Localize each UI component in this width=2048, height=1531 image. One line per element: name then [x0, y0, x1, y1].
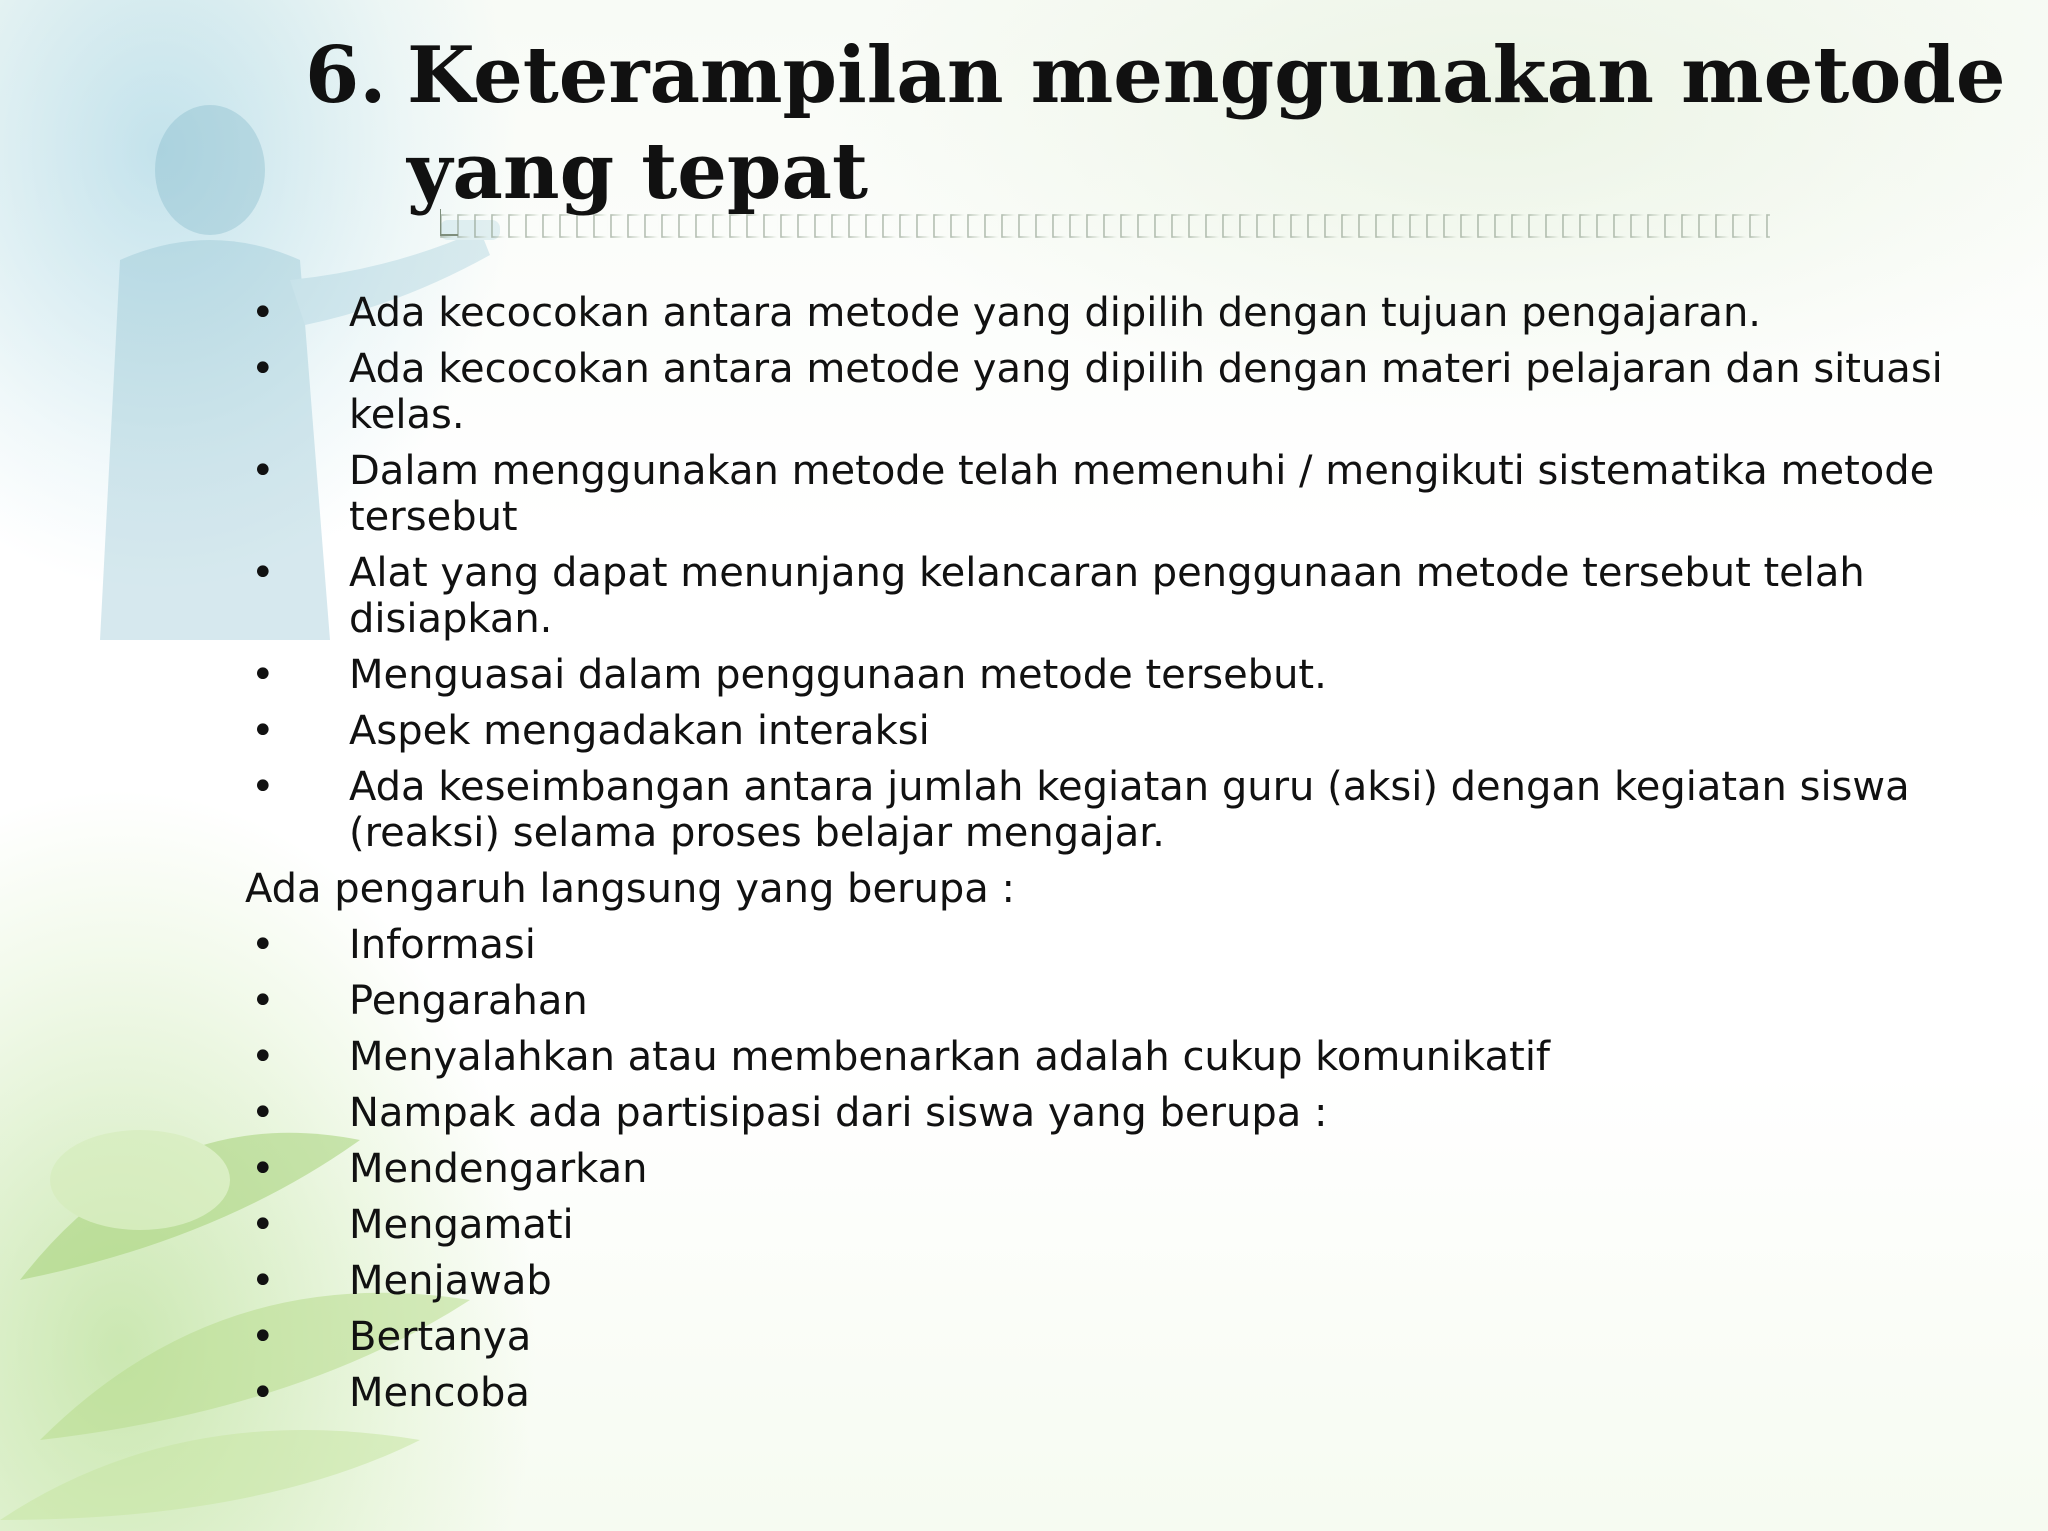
- bullet-icon: •: [251, 652, 275, 698]
- list-item: [245, 1146, 1985, 1192]
- list-item-text: Pengarahan: [349, 978, 588, 1024]
- list-item-text: Mendengarkan: [349, 1146, 648, 1192]
- list-item: [245, 1314, 1985, 1360]
- subheading: Ada pengaruh langsung yang berupa :: [245, 866, 1015, 912]
- list-item-text: Ada kecocokan antara metode yang dipilih dengan tujuan pengajaran.: [349, 290, 1762, 336]
- list-item: [245, 764, 1985, 856]
- list-item: [245, 978, 1985, 1024]
- bullet-icon: •: [251, 1370, 275, 1416]
- list-item: [245, 448, 1985, 540]
- list-item-text: Aspek mengadakan interaksi: [349, 708, 930, 754]
- list-item-text: Mencoba: [349, 1370, 530, 1416]
- list-item-text: Ada keseimbangan antara jumlah kegiatan guru (aksi) dengan kegiatan siswa (reaksi) selama proses belajar mengajar.: [349, 764, 1910, 856]
- list-item-text: Alat yang dapat menunjang kelancaran penggunaan metode tersebut telah disiapkan.: [349, 550, 1865, 642]
- influence-list: [245, 922, 1985, 1416]
- bullet-icon: •: [251, 1034, 275, 1080]
- bullet-icon: •: [251, 346, 275, 392]
- list-item: [245, 1370, 1985, 1416]
- bullet-icon: •: [251, 764, 275, 810]
- list-item-text: Bertanya: [349, 1314, 532, 1360]
- bullet-icon: •: [251, 1258, 275, 1304]
- list-item: [245, 290, 1985, 336]
- list-item-text: Menjawab: [349, 1258, 552, 1304]
- bullet-icon: •: [251, 922, 275, 968]
- list-item: [245, 1258, 1985, 1304]
- method-criteria-list: [245, 290, 1985, 856]
- bullet-icon: •: [251, 1314, 275, 1360]
- title-line-1: Keterampilan menggunakan metode: [407, 30, 2006, 121]
- bullet-icon: •: [251, 448, 275, 494]
- list-item: [245, 346, 1985, 438]
- list-item: [245, 652, 1985, 698]
- slide-body: [245, 290, 1985, 1426]
- list-item-text: Dalam menggunakan metode telah memenuhi / mengikuti sistematika metode tersebut: [349, 448, 1935, 540]
- list-item: [245, 922, 1985, 968]
- list-item-text: Informasi: [349, 922, 536, 968]
- bullet-icon: •: [251, 978, 275, 1024]
- list-item-text: Mengamati: [349, 1202, 574, 1248]
- list-item: [245, 708, 1985, 754]
- bullet-icon: •: [251, 1146, 275, 1192]
- bullet-icon: •: [251, 708, 275, 754]
- list-item-text: Menyalahkan atau membenarkan adalah cukup komunikatif: [349, 1034, 1551, 1080]
- list-item: [245, 1202, 1985, 1248]
- list-item: [245, 550, 1985, 642]
- list-item: [245, 1090, 1985, 1136]
- bullet-icon: •: [251, 1090, 275, 1136]
- bullet-icon: •: [251, 550, 275, 596]
- bullet-icon: •: [251, 290, 275, 336]
- list-item-text: Ada kecocokan antara metode yang dipilih dengan materi pelajaran dan situasi kelas.: [349, 346, 1943, 438]
- title-number: 6.: [305, 30, 387, 121]
- list-item: [245, 1034, 1985, 1080]
- list-item-text: Nampak ada partisipasi dari siswa yang berupa :: [349, 1090, 1328, 1136]
- list-item-text: Menguasai dalam penggunaan metode tersebut.: [349, 652, 1327, 698]
- title-line-2: yang tepat: [407, 126, 869, 217]
- bullet-icon: •: [251, 1202, 275, 1248]
- slide-title: [305, 28, 2005, 220]
